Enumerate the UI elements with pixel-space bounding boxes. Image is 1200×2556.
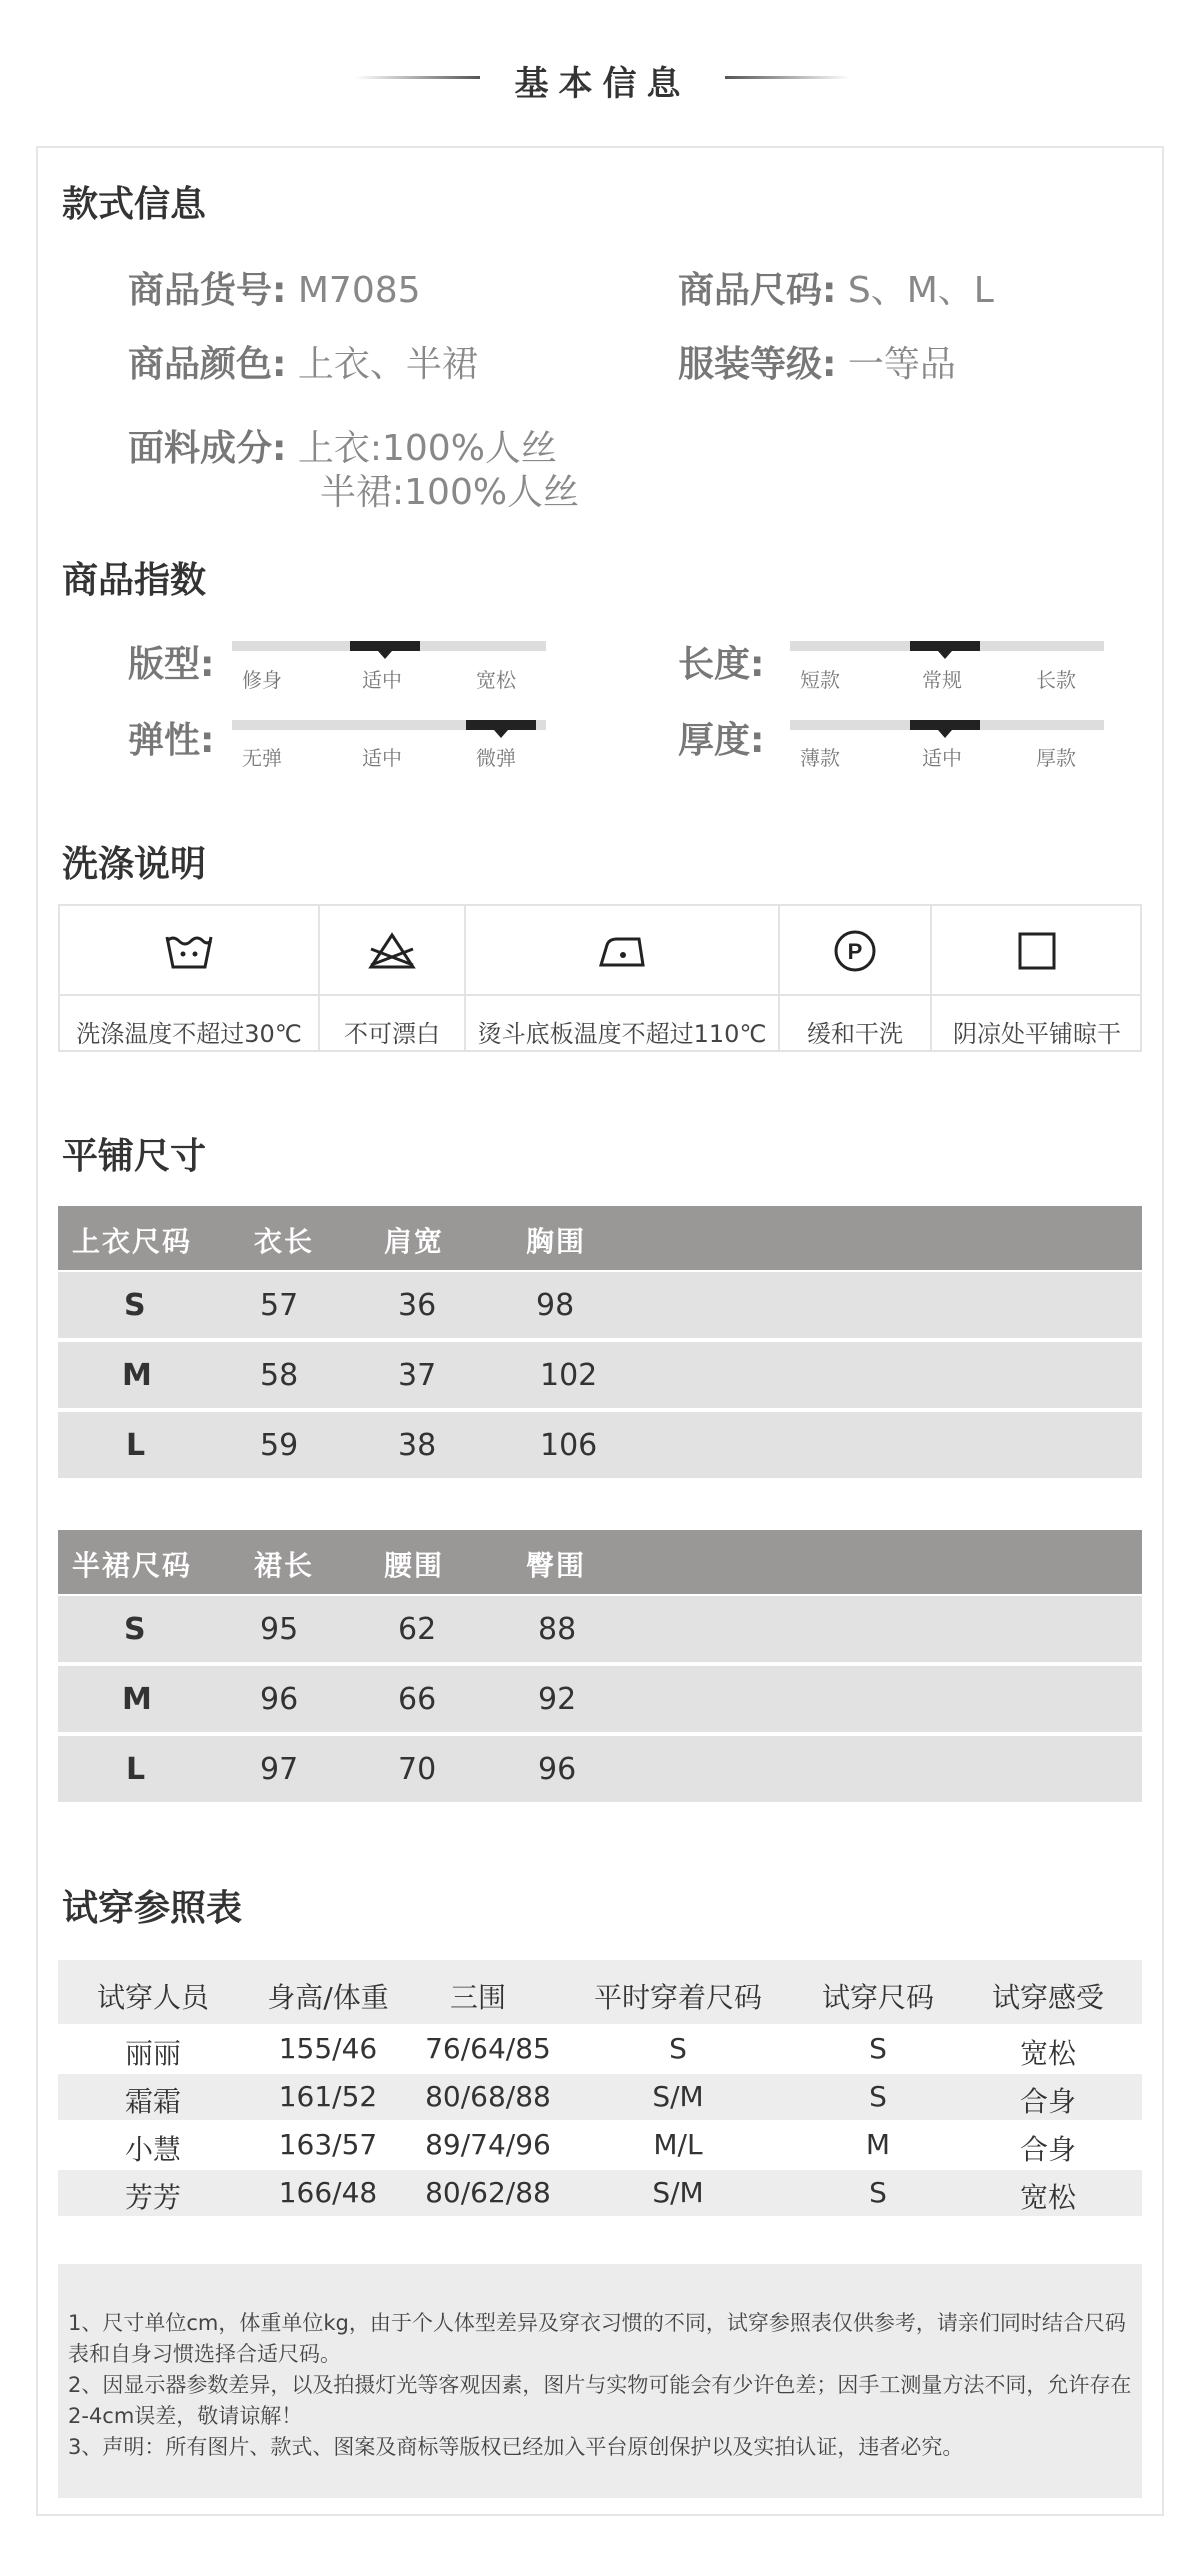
thickness-marker-notch [938, 730, 952, 738]
header-cell: 试穿人员 [96, 1981, 209, 2014]
fit-bar [232, 641, 546, 651]
color-row [128, 336, 478, 387]
dry-flat-icon [932, 924, 1142, 978]
table-row [58, 2074, 1142, 2120]
value-cell: 37 [398, 1358, 437, 1393]
cell: S [669, 2032, 687, 2065]
header-cell: 裙长 [254, 1549, 315, 1582]
size-cell: L [126, 1428, 146, 1463]
cell: S/M [652, 2080, 704, 2113]
header-cell: 身高/体重 [267, 1981, 389, 2014]
wash-tub-icon [60, 924, 318, 978]
thickness-option-1: 薄款 [800, 746, 840, 770]
cell: S [869, 2032, 887, 2065]
note-1: 1、尺寸单位cm，体重单位kg，由于个人体型差异及穿衣习惯的不同，试穿参照表仅供参考，请亲们同时结合尺码表和自身习惯选择合适尺码。 [68, 2311, 1126, 2366]
value-cell: 36 [398, 1288, 437, 1323]
dry-clean-p-icon [780, 924, 930, 978]
cell: 80/62/88 [425, 2176, 551, 2209]
fabric-label: 面料成分: [128, 428, 287, 469]
cell: 合身 [1019, 2133, 1076, 2166]
section-title-try-on: 试穿参照表 [62, 1888, 243, 1929]
table-row [58, 1342, 1142, 1408]
elasticity-option-1: 无弹 [242, 746, 282, 770]
washing-divider [466, 994, 778, 996]
size-cell: M [122, 1682, 152, 1717]
page-title: 基本信息 [514, 64, 691, 104]
header-cell: 试穿感受 [991, 1981, 1104, 2014]
cell: 宽松 [1019, 2181, 1076, 2214]
cell: 155/46 [278, 2032, 378, 2065]
fabric-skirt-row [320, 464, 579, 515]
size-cell: M [122, 1358, 152, 1393]
value-cell: 88 [538, 1612, 577, 1647]
cell: 丽丽 [124, 2037, 181, 2070]
item-number-row [128, 262, 421, 313]
value-cell: 62 [398, 1612, 437, 1647]
washing-item [320, 906, 466, 1050]
thickness-bar [790, 720, 1104, 730]
size-cell: L [126, 1752, 146, 1787]
elasticity-marker-notch [494, 730, 508, 738]
value-cell: 98 [536, 1288, 575, 1323]
table-row [58, 1666, 1142, 1732]
value-cell: 58 [260, 1358, 299, 1393]
header-cell: 腰围 [384, 1549, 445, 1582]
elasticity-bar [232, 720, 546, 730]
washing-item [60, 906, 320, 1050]
value-cell: 57 [260, 1288, 299, 1323]
item-number-value: M7085 [297, 270, 421, 311]
cell: 89/74/96 [425, 2128, 551, 2161]
cell: 小慧 [124, 2133, 181, 2166]
thickness-label: 厚度: [678, 720, 765, 761]
value-cell: 59 [260, 1428, 299, 1463]
header-cell: 半裙尺码 [72, 1549, 193, 1582]
cell: 80/68/88 [425, 2080, 551, 2113]
washing-text: 不可漂白 [344, 1020, 440, 1048]
washing-item [932, 906, 1142, 1050]
value-cell: 92 [538, 1682, 577, 1717]
length-option-3: 长款 [1036, 668, 1076, 692]
washing-divider [320, 994, 464, 996]
length-marker [910, 641, 980, 651]
header-cell: 试穿尺码 [821, 1981, 934, 2014]
washing-divider [932, 994, 1142, 996]
table-row [58, 1412, 1142, 1478]
value-cell: 66 [398, 1682, 437, 1717]
cell: 163/57 [278, 2128, 378, 2161]
value-cell: 97 [260, 1752, 299, 1787]
section-title-product-index: 商品指数 [62, 560, 207, 601]
header-cell: 三围 [449, 1981, 506, 2014]
cell: M [865, 2128, 891, 2161]
cell: 芳芳 [124, 2181, 181, 2214]
table-row [58, 1596, 1142, 1662]
cell: 霜霜 [124, 2085, 181, 2118]
header-cell: 胸围 [526, 1225, 587, 1258]
cell: 161/52 [278, 2080, 378, 2113]
fit-label: 版型: [128, 644, 215, 685]
table-row [58, 1272, 1142, 1338]
fit-option-2: 适中 [362, 668, 402, 692]
thickness-option-2: 适中 [922, 746, 962, 770]
length-bar [790, 641, 1104, 651]
elasticity-option-2: 适中 [362, 746, 402, 770]
color-label: 商品颜色: [128, 344, 287, 385]
washing-text: 缓和干洗 [807, 1020, 903, 1048]
length-label: 长度: [678, 644, 765, 685]
cell: 合身 [1019, 2085, 1076, 2118]
header-cell: 衣长 [254, 1225, 315, 1258]
value-cell: 38 [398, 1428, 437, 1463]
header-line-right [725, 76, 850, 79]
size-label: 商品尺码: [678, 270, 837, 311]
fit-option-3: 宽松 [476, 668, 516, 692]
grade-label: 服装等级: [678, 344, 837, 385]
cell: 宽松 [1019, 2037, 1076, 2070]
thickness-marker [910, 720, 980, 730]
iron-icon [466, 924, 778, 978]
value-cell: 96 [260, 1682, 299, 1717]
cell: 166/48 [278, 2176, 378, 2209]
section-title-style-info: 款式信息 [62, 184, 207, 225]
svg-text:P: P [847, 939, 863, 964]
washing-divider [780, 994, 930, 996]
grade-value: 一等品 [847, 344, 956, 385]
table-row [58, 2026, 1142, 2072]
table-header [58, 1530, 1142, 1594]
table-row [58, 1736, 1142, 1802]
table-header [58, 1960, 1142, 2024]
cell: M/L [653, 2128, 703, 2161]
washing-text: 烫斗底板温度不超过110℃ [477, 1020, 767, 1048]
elasticity-option-3: 微弹 [476, 746, 516, 770]
size-cell: S [124, 1612, 146, 1647]
notes-box [58, 2264, 1142, 2498]
washing-item [466, 906, 780, 1050]
washing-text: 洗涤温度不超过30℃ [76, 1020, 302, 1048]
section-title-washing: 洗涤说明 [62, 844, 207, 885]
table-header [58, 1206, 1142, 1270]
size-value: S、M、L [847, 270, 994, 311]
header-cell: 臀围 [526, 1549, 587, 1582]
value-cell: 70 [398, 1752, 437, 1787]
header-cell: 平时穿着尺码 [593, 1981, 762, 2014]
cell: 76/64/85 [425, 2032, 551, 2065]
value-cell: 96 [538, 1752, 577, 1787]
elasticity-marker [466, 720, 536, 730]
section-title-flat-size: 平铺尺寸 [62, 1136, 207, 1177]
cell: S [869, 2080, 887, 2113]
elasticity-label: 弹性: [128, 720, 215, 761]
size-cell: S [124, 1288, 146, 1323]
size-row [678, 262, 994, 313]
page-header [0, 48, 1200, 108]
header-cell: 上衣尺码 [72, 1225, 193, 1258]
fit-marker [350, 641, 420, 651]
value-cell: 106 [540, 1428, 598, 1463]
fabric-skirt-value: 半裙:100%人丝 [320, 472, 580, 513]
header-line-left [355, 76, 480, 79]
value-cell: 95 [260, 1612, 299, 1647]
note-3: 3、声明：所有图片、款式、图案及商标等版权已经加入平台原创保护以及实拍认证，违者必究。 [68, 2435, 964, 2459]
length-option-1: 短款 [800, 668, 840, 692]
washing-item [780, 906, 932, 1050]
table-row [58, 2170, 1142, 2216]
length-option-2: 常规 [922, 668, 962, 692]
length-marker-notch [938, 651, 952, 659]
note-2: 2、因显示器参数差异，以及拍摄灯光等客观因素，图片与实物可能会有少许色差；因手工测量方法不同，允许存在2-4cm误差，敬请谅解！ [68, 2373, 1132, 2428]
table-row [58, 2122, 1142, 2168]
washing-table [58, 904, 1142, 1052]
no-bleach-icon [320, 924, 464, 978]
fabric-top-value: 上衣:100%人丝 [297, 428, 557, 469]
washing-text: 阴凉处平铺晾干 [953, 1020, 1121, 1048]
color-value: 上衣、半裙 [297, 344, 478, 385]
fit-marker-notch [378, 651, 392, 659]
washing-divider [60, 994, 318, 996]
grade-row [678, 336, 956, 387]
thickness-option-3: 厚款 [1036, 746, 1076, 770]
fit-option-1: 修身 [242, 668, 282, 692]
cell: S [869, 2176, 887, 2209]
cell: S/M [652, 2176, 704, 2209]
value-cell: 102 [540, 1358, 598, 1393]
header-cell: 肩宽 [384, 1225, 445, 1258]
item-number-label: 商品货号: [128, 270, 287, 311]
